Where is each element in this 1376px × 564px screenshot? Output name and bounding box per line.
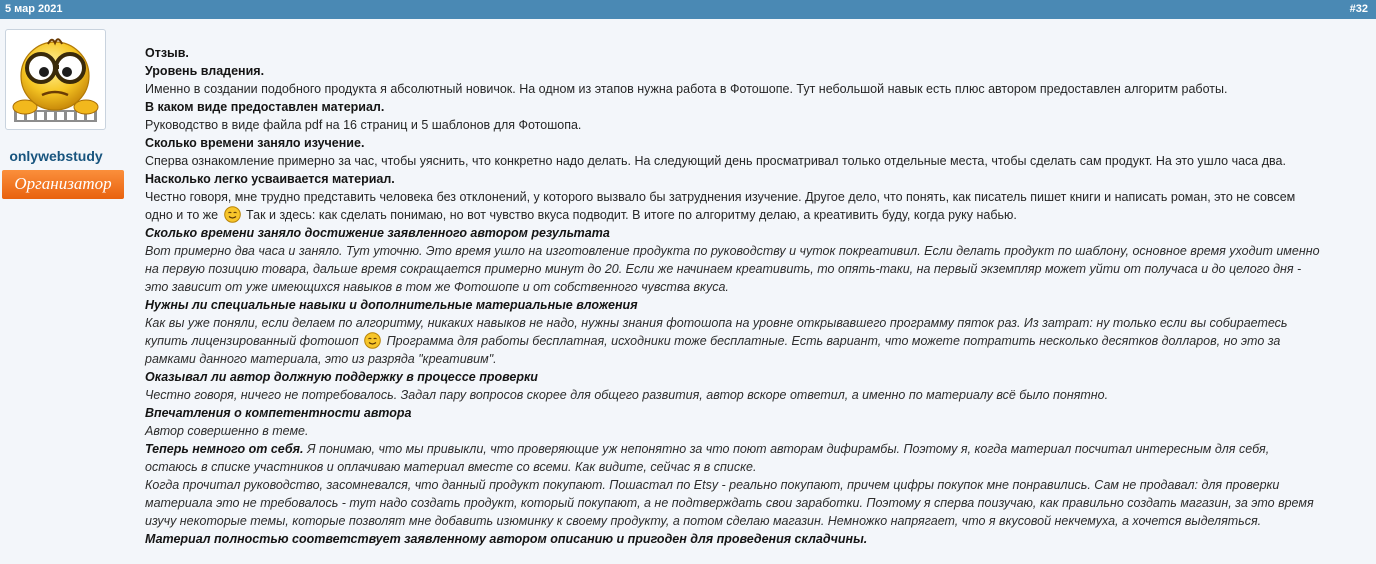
section-heading: Нужны ли специальные навыки и дополнительные материальные вложения: [145, 298, 638, 312]
post-body: [145, 44, 1360, 548]
section-heading: Впечатления о компетентности автора: [145, 406, 412, 420]
section-heading: В каком виде предоставлен материал.: [145, 100, 385, 114]
paragraph: материала это не требовалось - тут надо создать продукт, который покупают, а не подтверждать свои заработки. Поэтому я сперва поизучаю, как правильно создать магазин, за это время: [145, 496, 1314, 510]
paragraph: рамками данного материала, это из разряда "креативим".: [145, 352, 497, 366]
inline-heading: Теперь немного от себя.: [145, 442, 304, 456]
conclusion: Материал полностью соответствует заявленному автором описанию и пригоден для проведения складчины.: [145, 532, 868, 546]
text-fragment: одно и то же: [145, 208, 219, 222]
section-heading: Уровень владения.: [145, 64, 265, 78]
nerd-smiley-icon: [8, 32, 103, 127]
paragraph: Руководство в виде файла pdf на 16 страниц и 5 шаблонов для Фотошопа.: [145, 118, 582, 132]
paragraph: это зависит от уже имеющихся навыков в том же Фотошопе и от собственного чувства вкуса.: [145, 280, 729, 294]
section-heading: Насколько легко усваивается материал.: [145, 172, 395, 186]
section-heading: Сколько времени заняло изучение.: [145, 136, 365, 150]
paragraph-line: [145, 206, 1360, 224]
text-fragment: Программа для работы бесплатная, исходники тоже бесплатные. Есть вариант, что можете потратить несколько десятков долларов, но это за: [386, 334, 1281, 348]
text-fragment: купить лицензированный фотошоп: [145, 334, 359, 348]
paragraph: изучу некоторые темы, которые позволят мне добавить изюминку к своему продукту, а потом сделаю магазин. Немножко напрягает, что я вкусовой некчемуха, а хочется выделяться.: [145, 514, 1262, 528]
paragraph: Честно говоря, мне трудно представить человека без отклонений, у которого вызвало бы затруднения изучение. Другое дело, что понять, как писатель пишет книги и написать роман, это не совсем: [145, 190, 1296, 204]
paragraph: Именно в создании подобного продукта я абсолютный новичок. На одном из этапов нужна работа в Фотошопе. Тут небольшой навык есть плюс автором предоставлен алгоритм работы.: [145, 82, 1228, 96]
paragraph-line: [145, 332, 1360, 350]
username-link[interactable]: onlywebstudy: [9, 148, 103, 164]
review-title: Отзыв.: [145, 46, 189, 60]
section-heading: Сколько времени заняло достижение заявленного автором результата: [145, 226, 610, 240]
paragraph: Сперва ознакомление примерно за час, чтобы уяснить, что конкретно надо делать. На следующий день просматривал только отдельные места, чтобы сделать сам продукт. На это ушло часа два.: [145, 154, 1286, 168]
paragraph: остаюсь в списке участников и оплачиваю материал вместе со всеми. Как видите, сейчас я в списке.: [145, 460, 757, 474]
section-heading: Оказывал ли автор должную поддержку в процессе проверки: [145, 370, 538, 384]
post-permalink[interactable]: #32: [1349, 3, 1368, 15]
paragraph-line: [145, 440, 1360, 458]
paragraph: на первую позицию товара, дальше время сокращается примерно минут до 20. Если же начинаем креативить, то опять-таки, на первый экземпляр может уйти от получаса и до целого дня -: [145, 262, 1302, 276]
role-badge: Организатор: [2, 170, 124, 199]
text-fragment: Я понимаю, что мы привыкли, что проверяющие уж непонятно за что поют авторам дифирамбы. Поэтому я, когда материал посчитал интересным для себя,: [303, 442, 1270, 456]
paragraph: Честно говоря, ничего не потребовалось. Задал пару вопросов скорее для общего развития, автор вскоре ответил, а именно по материалу всё было понятно.: [145, 388, 1109, 402]
paragraph: Когда прочитал руководство, засомневался, что данный продукт покупают. Пошастал по Etsy - реально покупают, причем цифры покупок мне понравились. Сам не продавал: для проверки: [145, 478, 1280, 492]
smile-emoji-icon: [364, 332, 381, 349]
smile-emoji-icon: [224, 206, 241, 223]
post-header: [0, 0, 1376, 19]
paragraph: Автор совершенно в теме.: [145, 424, 309, 438]
post-container: [0, 19, 1376, 564]
user-info: [0, 19, 128, 564]
avatar[interactable]: [5, 29, 106, 130]
text-fragment: Так и здесь: как сделать понимаю, но вот чувство вкуса подводит. В итоге по алгоритму делаю, а креативить буду, когда руку набью.: [246, 208, 1017, 222]
post-date: 5 мар 2021: [5, 3, 63, 15]
paragraph: Как вы уже поняли, если делаем по алгоритму, никаких навыков не надо, нужны знания фотошопа на уровне открывавшего программу пяток раз. Из затрат: ну только если вы собираетесь: [145, 316, 1288, 330]
paragraph: Вот примерно два часа и заняло. Тут уточню. Это время ушло на изготовление продукта по руководству и чуток покреативил. Если делать продукт по шаблону, основное время уходит именно: [145, 244, 1320, 258]
